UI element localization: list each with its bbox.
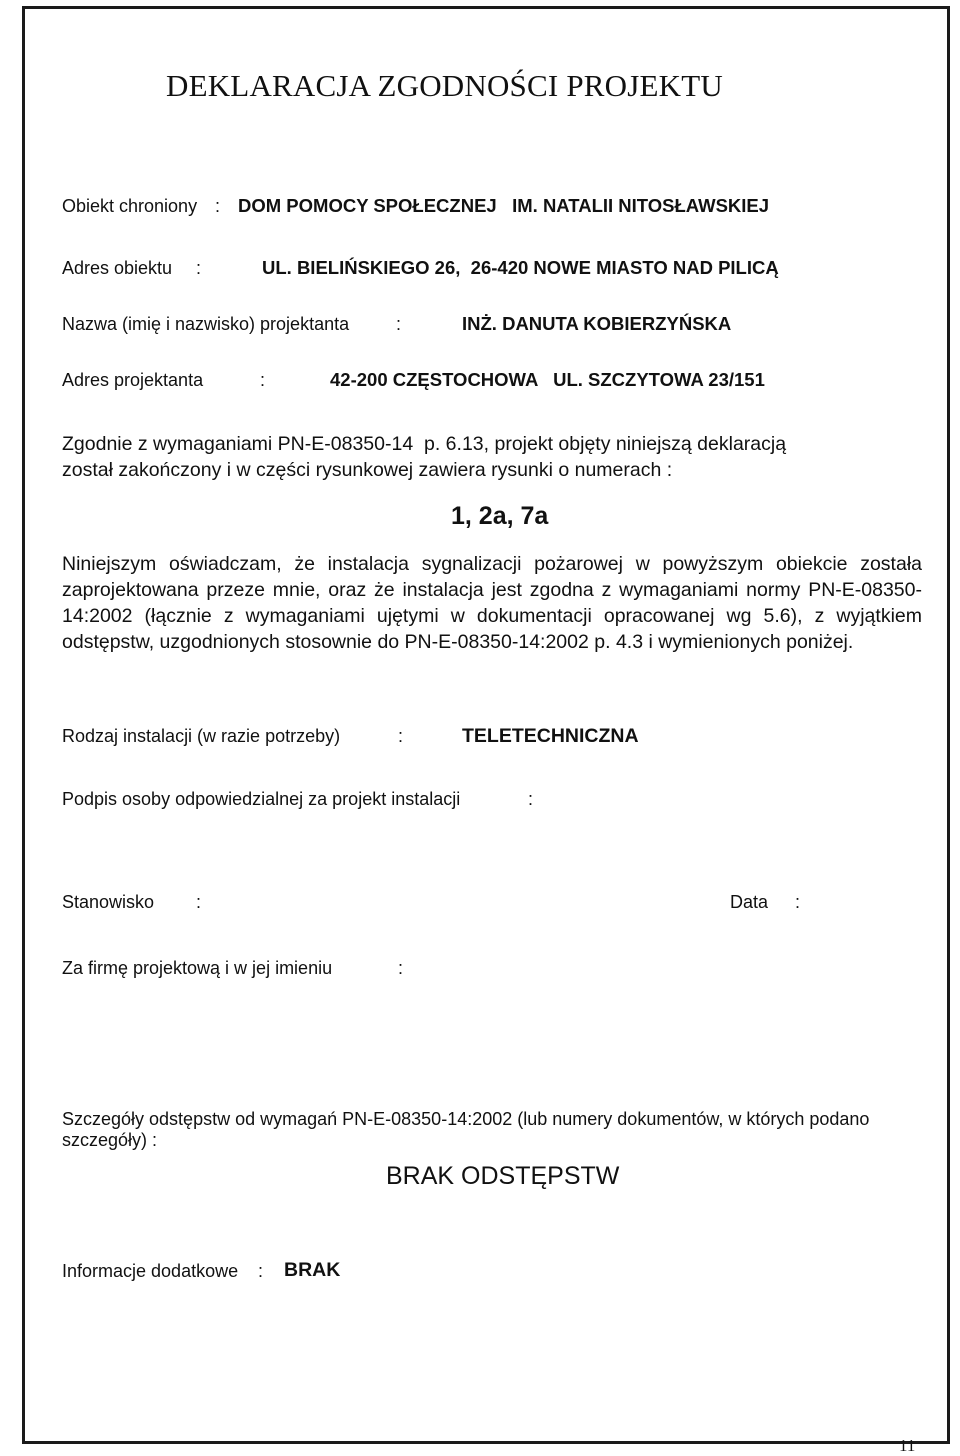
designer-value: INŻ. DANUTA KOBIERZYŃSKA: [462, 313, 732, 334]
compliance-line-2: został zakończony i w części rysunkowej zawiera rysunki o numerach :: [62, 459, 673, 481]
designer-address-separator: :: [260, 370, 266, 390]
designer-address-value: 42-200 CZĘSTOCHOWA UL. SZCZYTOWA 23/151: [330, 369, 765, 390]
additional-value: BRAK: [284, 1259, 341, 1281]
designer-separator: :: [396, 314, 402, 334]
object-separator: :: [215, 196, 221, 216]
object-value: DOM POMOCY SPOŁECZNEJ IM. NATALII NITOSŁAWSKIEJ: [238, 195, 770, 216]
designer-label: Nazwa (imię i nazwisko) projektanta: [62, 314, 350, 334]
position-label: Stanowisko: [62, 892, 155, 912]
position-separator: :: [196, 892, 202, 912]
company-label: Za firmę projektową i w jej imieniu: [62, 958, 333, 978]
installation-separator: :: [398, 726, 404, 746]
designer-address-label: Adres projektanta: [62, 370, 204, 390]
compliance-line-1: Zgodnie z wymaganiami PN-E-08350-14 p. 6.13, projekt objęty niniejszą deklaracją: [62, 433, 787, 455]
additional-separator: :: [258, 1261, 264, 1281]
address-separator: :: [196, 258, 202, 278]
additional-label: Informacje dodatkowe: [62, 1261, 239, 1281]
date-label: Data: [730, 892, 769, 912]
signature-separator: :: [528, 789, 534, 809]
address-value: UL. BIELIŃSKIEGO 26, 26-420 NOWE MIASTO NAD PILICĄ: [262, 257, 779, 278]
deviations-value: BRAK ODSTĘPSTW: [386, 1162, 620, 1190]
company-separator: :: [398, 958, 404, 978]
drawing-numbers: 1, 2a, 7a: [451, 502, 549, 530]
date-separator: :: [795, 892, 801, 912]
page-number: 11: [899, 1436, 916, 1455]
object-label: Obiekt chroniony: [62, 196, 198, 216]
page-title: DEKLARACJA ZGODNOŚCI PROJEKTU: [166, 68, 723, 103]
installation-label: Rodzaj instalacji (w razie potrzeby): [62, 726, 341, 746]
declaration-statement: Niniejszym oświadczam, że instalacja sygnalizacji pożarowej w powyższym obiekcie została zaprojektowana przeze mnie, oraz że instalacja jest zgodna z wymaganiami normy PN-E-08350-14:2002 (łącznie z wymaganiami ujętymi w dokumentacji opracowanej wg 5.6), z wyjątkiem odstępstw, uzgodnionych stosownie do PN-E-08350-14:2002 p. 4.3 i wymienionych poniżej.: [62, 553, 922, 653]
address-label: Adres obiektu: [62, 258, 173, 278]
deviations-text: Szczegóły odstępstw od wymagań PN-E-08350-14:2002 (lub numery dokumentów, w których podano szczegóły) :: [62, 1109, 870, 1150]
signature-label: Podpis osoby odpowiedzialnej za projekt instalacji: [62, 789, 461, 809]
installation-value: TELETECHNICZNA: [462, 725, 639, 747]
